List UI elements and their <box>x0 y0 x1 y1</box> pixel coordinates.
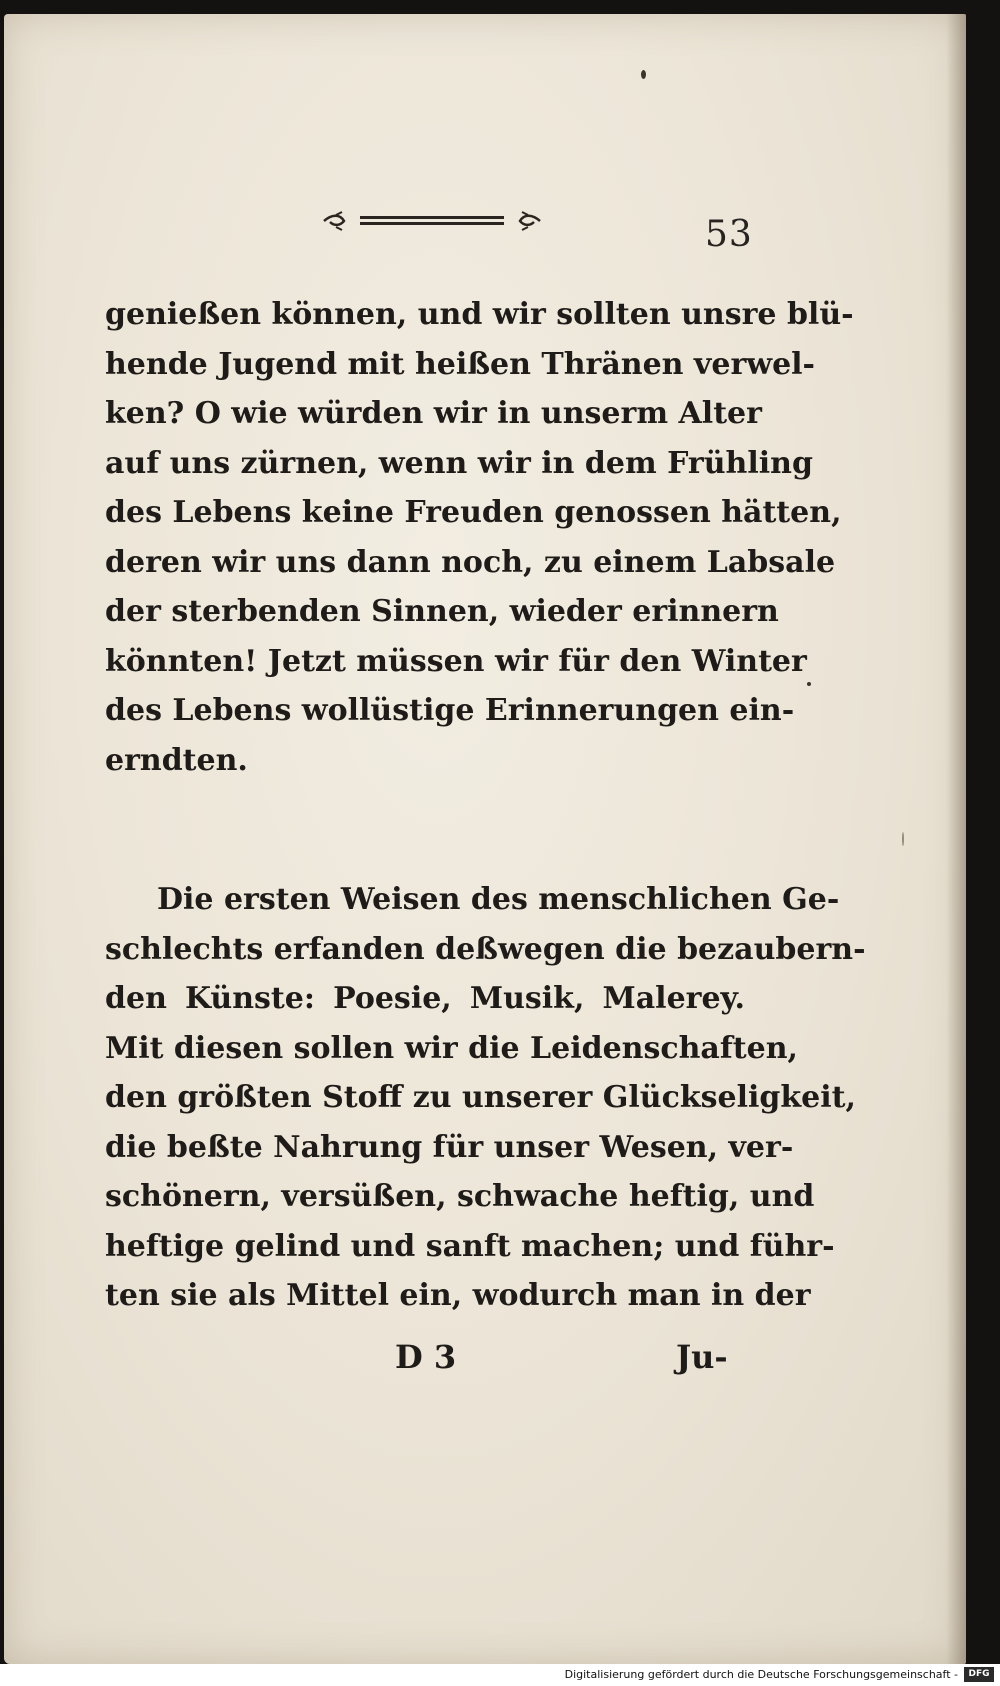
text-line: die beßte Nahrung für unser Wesen, ver- <box>105 1129 794 1165</box>
text-line: des Lebens wollüstige Erinnerungen ein- <box>105 693 795 728</box>
catchword: Ju- <box>676 1338 728 1376</box>
page-edge-shadow <box>946 14 966 1664</box>
text-line: hende Jugend mit heißen Thränen verwel- <box>105 346 816 382</box>
text-line: deren wir uns dann noch, zu einem Labsale <box>105 544 836 580</box>
footer-credit: Digitalisierung gefördert durch die Deutsche Forschungsgemeinschaft - <box>564 1668 958 1681</box>
ink-speck <box>641 70 646 79</box>
body-text <box>105 290 866 1321</box>
decorative-rule-ornament-icon <box>322 210 542 232</box>
page-number: 53 <box>705 214 753 255</box>
text-line: genießen können, und wir sollten unsre blü- <box>105 297 854 332</box>
text-line: auf uns zürnen, wenn wir in dem Frühling <box>105 445 813 481</box>
paragraph-1 <box>105 290 854 785</box>
text-line: den größten Stoff zu unserer Glückseligkeit, <box>105 1080 856 1115</box>
ink-speck <box>807 682 811 686</box>
text-line: Mit diesen sollen wir die Leidenschaften, <box>105 1030 798 1066</box>
text-line: des Lebens keine Freuden genossen hätten, <box>105 495 842 530</box>
paragraph-spacer <box>105 785 745 875</box>
text-line: erndten. <box>105 742 248 778</box>
text-line: schönern, versüßen, schwache heftig, und <box>105 1179 815 1214</box>
text-line: der sterbenden Sinnen, wieder erinnern <box>105 594 779 629</box>
text-line: ten sie als Mittel ein, wodurch man in der <box>105 1278 811 1313</box>
text-line: den Künste: Poesie, Musik, Malerey. <box>105 981 745 1016</box>
text-line: könnten! Jetzt müssen wir für den Winter <box>105 643 807 679</box>
signature-mark: D 3 <box>395 1338 457 1376</box>
text-line: heftige gelind und sanft machen; und führ- <box>105 1228 835 1264</box>
dfg-logo-icon[interactable]: DFG <box>964 1667 994 1682</box>
text-line: Die ersten Weisen des menschlichen Ge- <box>157 882 840 917</box>
text-line: schlechts erfanden deßwegen die bezaubern- <box>105 931 866 967</box>
ink-speck <box>902 832 904 846</box>
paragraph-2 <box>105 875 866 1321</box>
text-line: ken? O wie würden wir in unserm Alter <box>105 396 762 431</box>
